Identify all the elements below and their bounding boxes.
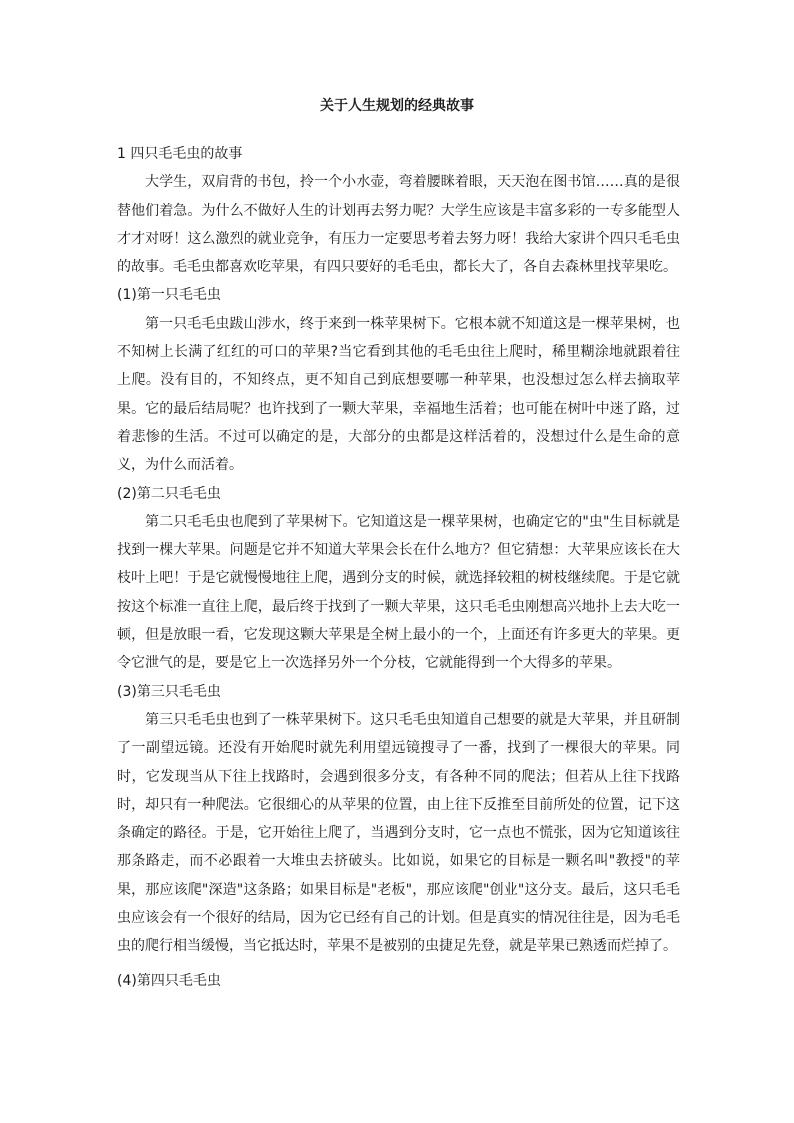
part-4-heading: (4)第四只毛毛虫 xyxy=(117,972,221,989)
section-heading: 1 四只毛毛虫的故事 xyxy=(117,146,243,162)
document-body xyxy=(117,140,680,995)
part-2-paragraph: 第二只毛毛虫也爬到了苹果树下。它知道这是一棵苹果树，也确定它的"虫"生目标就是找到一棵大苹果。问题是它并不知道大苹果会长在什么地方？但它猜想：大苹果应该长在大枝叶上吧！于是它就慢慢地往上爬，遇到分支的时候，就选择较粗的树枝继续爬。于是它就按这个标准一直往上爬，最后终于找到了一颗大苹果，这只毛毛虫刚想高兴地扑上去大吃一顿，但是放眼一看，它发现这颗大苹果是全树上最小的一个，上面还有许多更大的苹果。更令它泄气的是，要是它上一次选择另外一个分枝，它就能得到一个大得多的苹果。 xyxy=(117,513,680,672)
part-1-heading: (1)第一只毛毛虫 xyxy=(117,287,221,304)
document-title: 关于人生规划的经典故事 xyxy=(320,98,474,114)
part-3-paragraph: 第三只毛毛虫也到了一株苹果树下。这只毛毛虫知道自己想要的就是大苹果，并且研制了一副望远镜。还没有开始爬时就先利用望远镜搜寻了一番，找到了一棵很大的苹果。同时，它发现当从下往上找路时，会遇到很多分支，有各种不同的爬法；但若从上往下找路时，却只有一种爬法。它很细心的从苹果的位置，由上往下反推至目前所处的位置，记下这条确定的路径。于是，它开始往上爬了，当遇到分支时，它一点也不慌张，因为它知道该往那条路走，而不必跟着一大堆虫去挤破头。比如说，如果它的目标是一颗名叫"教授"的苹果，那应该爬"深造"这条路；如果目标是"老板"，那应该爬"创业"这分支。最后，这只毛毛虫应该会有一个很好的结局，因为它已经有自己的计划。但是真实的情况往往是，因为毛毛虫的爬行相当缓慢，当它抵达时，苹果不是被别的虫捷足先登，就是苹果已熟透而烂掉了。 xyxy=(117,711,680,955)
intro-paragraph: 大学生，双肩背的书包，拎一个小水壶，弯着腰眯着眼，天天泡在图书馆……真的是很替他们着急。为什么不做好人生的计划再去努力呢？大学生应该是丰富多彩的一专多能型人才才对呀！这么激烈的就业竞争，有压力一定要思考着去努力呀！我给大家讲个四只毛毛虫的故事。毛毛虫都喜欢吃苹果，有四只要好的毛毛虫，都长大了，各自去森林里找苹果吃。 xyxy=(117,174,680,276)
part-3-heading: (3)第三只毛毛虫 xyxy=(117,683,221,700)
part-2-heading: (2)第二只毛毛虫 xyxy=(117,485,221,502)
part-1-paragraph: 第一只毛毛虫跋山涉水，终于来到一株苹果树下。它根本就不知道这是一棵苹果树，也不知树上长满了红红的可口的苹果?当它看到其他的毛毛虫往上爬时，稀里糊涂地就跟着往上爬。没有目的，不知终点，更不知自己到底想要哪一种苹果，也没想过怎么样去摘取苹果。它的最后结局呢？也许找到了一颗大苹果，幸福地生活着；也可能在树叶中迷了路，过着悲惨的生活。不过可以确定的是，大部分的虫都是这样活着的，没想过什么是生命的意义，为什么而活着。 xyxy=(117,315,680,474)
